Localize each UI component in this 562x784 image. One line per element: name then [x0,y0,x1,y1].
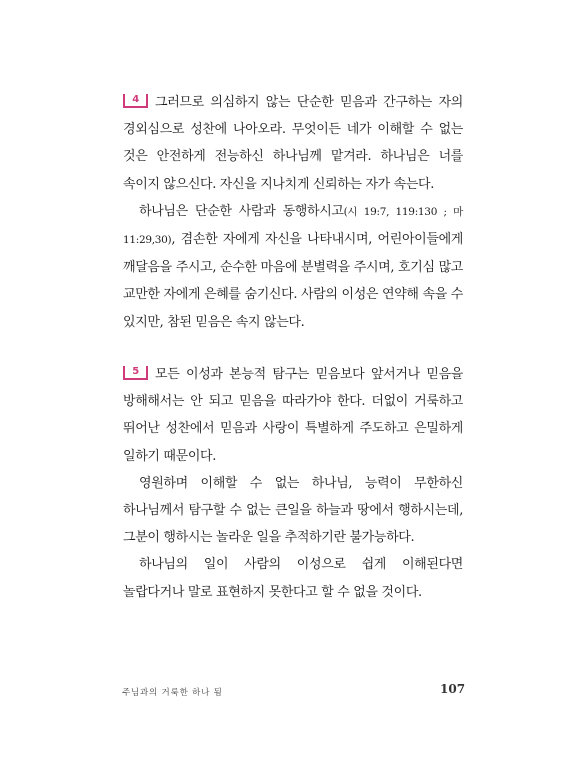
section-5 [123,361,463,606]
paragraph-text: 그러므로 의심하지 않는 단순한 믿음과 간구하는 자의 경외심으로 성찬에 나아오라. 무엇이든 네가 이해할 수 없는 것은 안전하게 전능하신 하나님께 맡겨라. 하나님은 너를 속이지 않으신다. 자신을 지나치게 신뢰하는 자가 속는다. [123,95,463,192]
section-number: 5 [132,366,139,377]
paragraph: 영원하며 이해할 수 없는 하나님, 능력이 무한하신 하나님께서 탐구할 수 없는 큰일을 하늘과 땅에서 행하시는데, 그분이 행하시는 놀라운 일을 추적하기란 불가능하다. [123,475,463,546]
section-4 [123,89,463,336]
paragraph [123,198,463,336]
section-number: 4 [132,94,139,105]
paragraph-text: 하나님은 단순한 사람과 동행하시고 [139,203,344,219]
paragraph [123,89,463,198]
running-footer-title: 주님과의 거룩한 하나 됨 [122,688,223,698]
section-number-marker [123,366,148,380]
paragraph [123,361,463,470]
paragraph-text: , 겸손한 자에게 자신을 나타내시며, 어린아이들에게 깨달음을 주시고, 순수한 마음에 분별력을 주시며, 호기심 많고 교만한 자에게 은혜를 숨기신다. 사람의 이성은 연약해 속을 수 있지만, 참된 믿음은 속지 않는다. [123,232,463,330]
paragraph-text: 모든 이성과 본능적 탐구는 믿음보다 앞서거나 믿음을 방해해서는 안 되고 믿음을 따라가야 한다. 더없이 거룩하고 뛰어난 성찬에서 믿음과 사랑이 특별하게 주도하고 은밀하게 일하기 때문이다. [123,367,463,464]
section-number-marker [123,94,148,108]
scripture-citation: (시 19:7, 119:130 ; 마 11:29,30) [123,205,464,247]
paragraph: 하나님의 일이 사람의 이성으로 쉽게 이해된다면 놀랍다거나 말로 표현하지 못한다고 할 수 없을 것이다. [123,557,463,600]
page-number: 107 [440,682,466,696]
